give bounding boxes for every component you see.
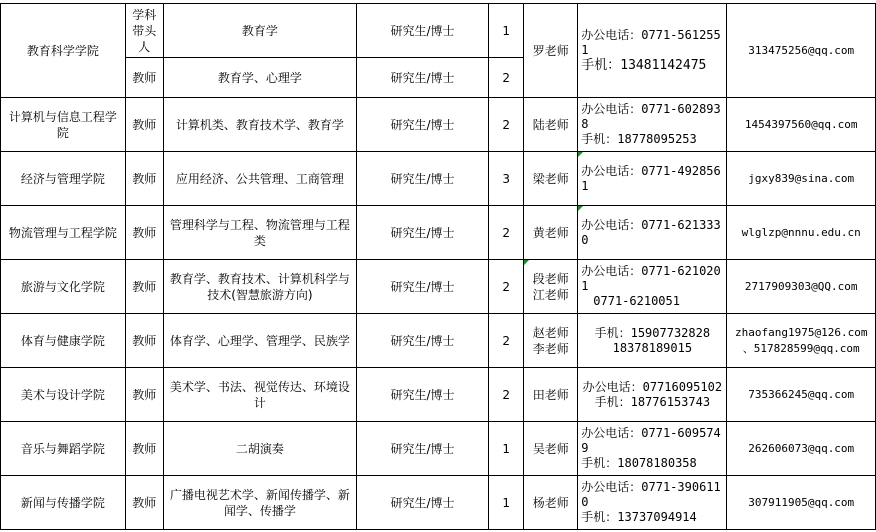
major-cell: 管理科学与工程、物流管理与工程类 <box>163 206 356 260</box>
recruitment-table <box>0 3 876 530</box>
office-phone: 办公电话：07716095102 <box>582 379 723 394</box>
degree-cell: 研究生/博士 <box>356 206 488 260</box>
email-cell: 307911905@qq.com <box>727 476 876 530</box>
degree-cell: 研究生/博士 <box>356 58 488 98</box>
teacher-name-2: 江老师 <box>532 287 569 302</box>
major-cell: 美术学、书法、视觉传达、环境设计 <box>163 368 356 422</box>
role-cell: 教师 <box>125 58 163 98</box>
contact-cell <box>578 422 727 476</box>
count-cell: 2 <box>489 206 524 260</box>
contact-cell <box>578 98 727 152</box>
mobile-phone: 手机：18776153743 <box>594 394 711 409</box>
major-cell: 教育学、教育技术、计算机科学与技术(智慧旅游方向) <box>163 260 356 314</box>
mobile-phone: 手机：15907732828 <box>594 325 711 340</box>
degree-cell: 研究生/博士 <box>356 314 488 368</box>
major-cell: 计算机类、教育技术学、教育学 <box>163 98 356 152</box>
office-phone-2: 0771-6210051 <box>593 294 680 308</box>
table-row <box>1 260 876 314</box>
office-phone: 办公电话：0771-5612551 <box>581 28 721 57</box>
email-cell: 262606073@qq.com <box>727 422 876 476</box>
teacher-cell: 陆老师 <box>524 98 578 152</box>
count-cell: 2 <box>489 260 524 314</box>
teacher-cell: 黄老师 <box>524 206 578 260</box>
table-row <box>1 476 876 530</box>
count-cell: 2 <box>489 314 524 368</box>
college-cell: 音乐与舞蹈学院 <box>1 422 126 476</box>
office-phone: 办公电话：0771-6213330 <box>581 217 721 247</box>
teacher-cell: 吴老师 <box>524 422 578 476</box>
teacher-cell <box>524 314 578 368</box>
role-cell: 教师 <box>125 476 163 530</box>
teacher-cell <box>524 260 578 314</box>
degree-cell: 研究生/博士 <box>356 152 488 206</box>
table-row <box>1 152 876 206</box>
college-cell: 旅游与文化学院 <box>1 260 126 314</box>
teacher-name: 段老师 <box>532 271 569 286</box>
teacher-name-2: 李老师 <box>532 341 569 356</box>
email-primary: zhaofang1975@126.com <box>734 325 868 339</box>
count-cell: 2 <box>489 58 524 98</box>
role-cell: 教师 <box>125 422 163 476</box>
mobile-phone: 手机：13737094914 <box>581 510 697 524</box>
email-secondary: 、517828599@qq.com <box>742 341 860 355</box>
email-cell: wlglzp@nnnu.edu.cn <box>727 206 876 260</box>
count-cell: 1 <box>489 4 524 58</box>
email-cell: 1454397560@qq.com <box>727 98 876 152</box>
role-cell: 教师 <box>125 152 163 206</box>
college-cell: 美术与设计学院 <box>1 368 126 422</box>
mobile-phone: 手机：13481142475 <box>581 58 707 73</box>
mobile-phone-2: 18378189015 <box>612 340 693 355</box>
teacher-cell: 田老师 <box>524 368 578 422</box>
contact-cell <box>578 4 727 98</box>
college-cell: 计算机与信息工程学院 <box>1 98 126 152</box>
contact-cell <box>578 206 727 260</box>
count-cell: 1 <box>489 422 524 476</box>
degree-cell: 研究生/博士 <box>356 368 488 422</box>
college-cell: 经济与管理学院 <box>1 152 126 206</box>
role-cell: 教师 <box>125 98 163 152</box>
mobile-phone: 手机：18778095253 <box>581 132 697 146</box>
table-row <box>1 4 876 58</box>
major-cell: 二胡演奏 <box>163 422 356 476</box>
office-phone: 办公电话：0771-6028938 <box>581 102 721 131</box>
email-cell: 313475256@qq.com <box>727 4 876 98</box>
contact-cell <box>578 476 727 530</box>
contact-cell <box>578 260 727 314</box>
college-cell: 教育科学学院 <box>1 4 126 98</box>
table-row <box>1 206 876 260</box>
college-cell: 新闻与传播学院 <box>1 476 126 530</box>
table-row <box>1 422 876 476</box>
office-phone: 办公电话：0771-4928561 <box>581 163 721 193</box>
degree-cell: 研究生/博士 <box>356 260 488 314</box>
email-cell: jgxy839@sina.com <box>727 152 876 206</box>
email-cell: 2717909303@QQ.com <box>727 260 876 314</box>
role-cell: 教师 <box>125 260 163 314</box>
major-cell: 应用经济、公共管理、工商管理 <box>163 152 356 206</box>
office-phone: 办公电话：0771-6095749 <box>581 426 721 455</box>
college-cell: 体育与健康学院 <box>1 314 126 368</box>
table-row <box>1 314 876 368</box>
mobile-phone: 手机：18078180358 <box>581 456 697 470</box>
degree-cell: 研究生/博士 <box>356 4 488 58</box>
office-phone: 办公电话：0771-6210201 <box>581 264 721 293</box>
degree-cell: 研究生/博士 <box>356 476 488 530</box>
major-cell: 广播电视艺术学、新闻传播学、新闻学、传播学 <box>163 476 356 530</box>
role-cell: 学科带头人 <box>125 4 163 58</box>
degree-cell: 研究生/博士 <box>356 98 488 152</box>
count-cell: 3 <box>489 152 524 206</box>
major-cell: 教育学 <box>163 4 356 58</box>
teacher-cell: 罗老师 <box>524 4 578 98</box>
email-cell: 735366245@qq.com <box>727 368 876 422</box>
email-cell <box>727 314 876 368</box>
contact-cell <box>578 368 727 422</box>
degree-cell: 研究生/博士 <box>356 422 488 476</box>
table-row <box>1 368 876 422</box>
major-cell: 教育学、心理学 <box>163 58 356 98</box>
contact-cell <box>578 152 727 206</box>
major-cell: 体育学、心理学、管理学、民族学 <box>163 314 356 368</box>
office-phone: 办公电话：0771-3906110 <box>581 480 721 509</box>
contact-cell <box>578 314 727 368</box>
teacher-cell: 梁老师 <box>524 152 578 206</box>
college-cell: 物流管理与工程学院 <box>1 206 126 260</box>
role-cell: 教师 <box>125 206 163 260</box>
count-cell: 1 <box>489 476 524 530</box>
count-cell: 2 <box>489 98 524 152</box>
role-cell: 教师 <box>125 368 163 422</box>
teacher-name: 赵老师 <box>532 325 569 340</box>
role-cell: 教师 <box>125 314 163 368</box>
count-cell: 2 <box>489 368 524 422</box>
teacher-cell: 杨老师 <box>524 476 578 530</box>
table-row <box>1 98 876 152</box>
